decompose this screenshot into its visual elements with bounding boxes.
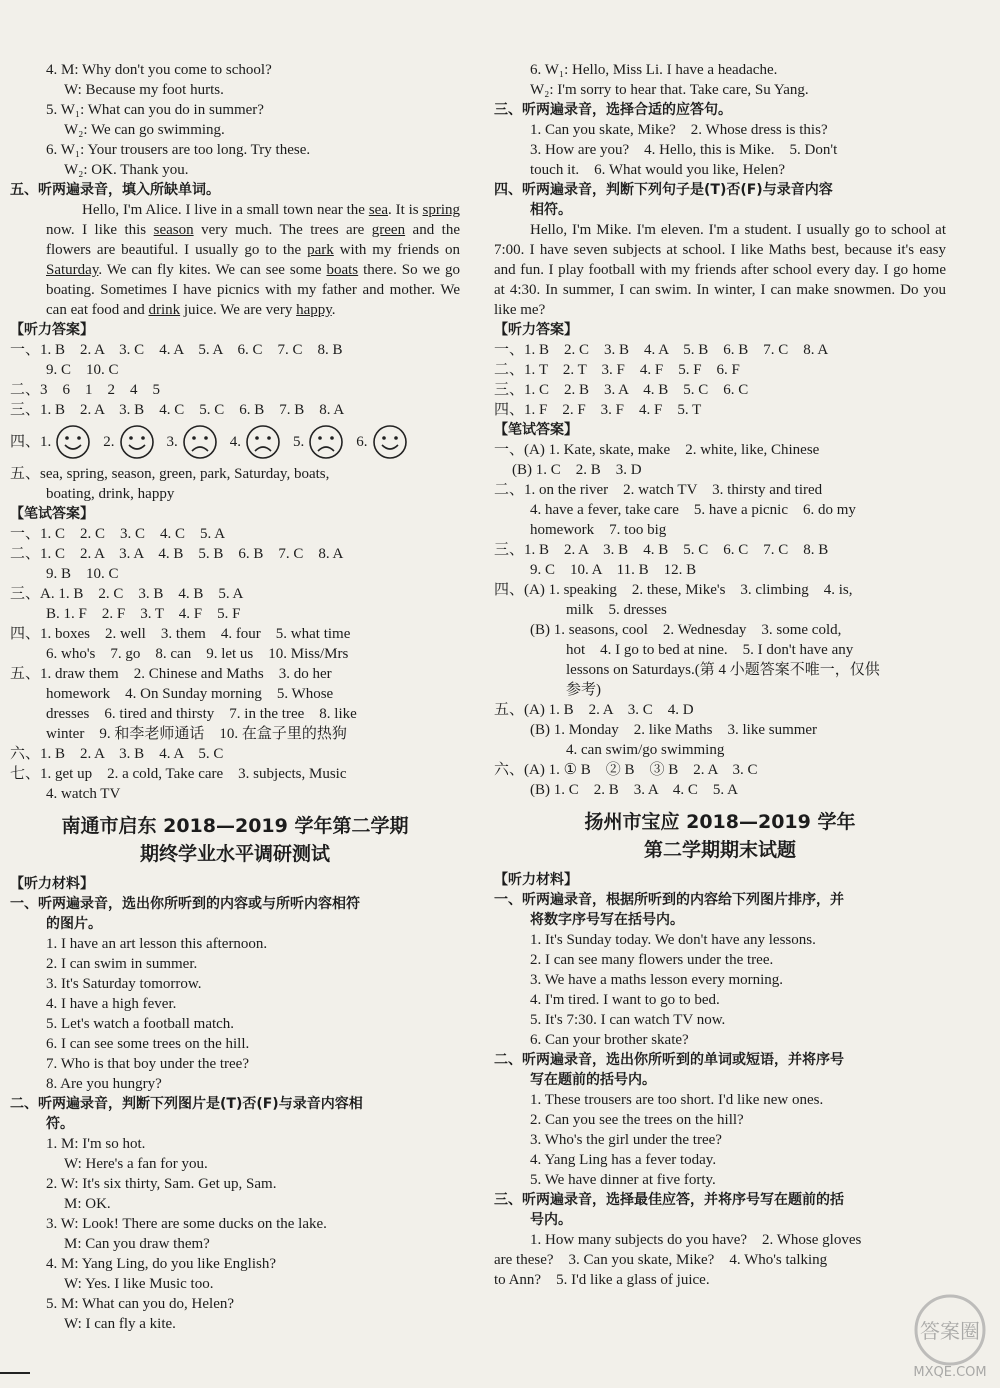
section-title-qidong bbox=[10, 812, 460, 868]
answer-line: 4. watch TV bbox=[46, 786, 121, 802]
material-line: 3. It's Saturday tomorrow. bbox=[46, 976, 202, 992]
dialog-line: 6. W₁: Hello, Miss Li. I have a headache. bbox=[530, 62, 778, 78]
material-line: 5. We have dinner at five forty. bbox=[530, 1172, 716, 1188]
dialog-line: 4. M: Why don't you come to school? bbox=[46, 62, 272, 78]
material-line: 号内。 bbox=[530, 1212, 572, 1228]
answer-line: 一、(A) 1. Kate, skate, make 2. white, like, Chinese bbox=[494, 442, 820, 458]
answer-line: lessons on Saturdays.(第 4 小题答案不唯一，仅供 bbox=[566, 662, 880, 678]
face-answer bbox=[40, 424, 91, 460]
answer-line: 四、(A) 1. speaking 2. these, Mike's 3. climbing 4. is, bbox=[494, 582, 853, 598]
answer-line: 三、1. C 2. B 3. A 4. B 5. C 6. C bbox=[494, 382, 749, 398]
answer-line: (B) 1. Monday 2. like Maths 3. like summer bbox=[530, 722, 818, 738]
title-line: 南通市启东 2018—2019 学年第二学期 bbox=[61, 815, 409, 837]
answer-line: 三、1. B 2. A 3. B 4. C 5. C 6. B 7. B 8. A bbox=[10, 402, 345, 418]
smiley-face-icon bbox=[372, 424, 408, 460]
material-line: 1. It's Sunday today. We don't have any lessons. bbox=[530, 932, 816, 948]
answer-line: 6. who's 7. go 8. can 9. let us 10. Miss/Mrs bbox=[46, 646, 349, 662]
dialog-line: W₂: I'm sorry to hear that. Take care, Su Yang. bbox=[530, 82, 809, 98]
answer-line: 9. C 10. C bbox=[46, 362, 119, 378]
material-line: 5. M: What can you do, Helen? bbox=[46, 1296, 235, 1312]
material-line: 写在题前的括号内。 bbox=[530, 1072, 656, 1088]
answer-line: 【笔试答案】 bbox=[494, 422, 578, 438]
watermark-url: MXQE.COM bbox=[913, 1365, 987, 1380]
material-line: 2. W: It's six thirty, Sam. Get up, Sam. bbox=[46, 1176, 277, 1192]
answer-line: 【听力答案】 bbox=[494, 322, 578, 338]
face-number: 4. bbox=[229, 434, 242, 450]
face-answer bbox=[230, 424, 281, 460]
answer-line: 六、(A) 1. ① B ② B ③ B 2. A 3. C bbox=[494, 762, 758, 778]
material-line: W: I can fly a kite. bbox=[64, 1316, 176, 1332]
answer-line: 五、(A) 1. B 2. A 3. C 4. D bbox=[494, 702, 694, 718]
dialog-line: 3. How are you? 4. Hello, this is Mike. 5. Don't bbox=[530, 142, 838, 158]
face-answer-row bbox=[10, 420, 460, 464]
section-title-baoying bbox=[494, 808, 946, 864]
right-listening-material bbox=[494, 870, 946, 1290]
material-line: 将数字序号写在括号内。 bbox=[530, 912, 684, 928]
sad-face-icon bbox=[245, 424, 281, 460]
material-line: M: OK. bbox=[64, 1196, 111, 1212]
watermark-logo-icon bbox=[905, 1290, 995, 1380]
mike-passage: Hello, I'm Mike. I'm eleven. I'm a student. I usually go to school at 7:00. I have seven subjects at school. I like Maths best, because it's easy and fun. I play football with my friends after school every day. I go home at 4:30. In summer, I can swim. In winter, I can make snowmen. Do you like me? bbox=[494, 222, 946, 318]
face-answer bbox=[356, 424, 407, 460]
material-line: 4. Yang Ling has a fever today. bbox=[530, 1152, 717, 1168]
answer-line: dresses 6. tired and thirsty 7. in the tree 8. like bbox=[46, 706, 357, 722]
title-line: 第二学期期末试题 bbox=[643, 839, 796, 861]
material-line: 1. I have an art lesson this afternoon. bbox=[46, 936, 268, 952]
material-line: W: Yes. I like Music too. bbox=[64, 1276, 214, 1292]
passage-text: . bbox=[331, 302, 336, 318]
blank-answer-word: boats bbox=[326, 262, 359, 278]
answer-line: 四、1. F 2. F 3. F 4. F 5. T bbox=[494, 402, 702, 418]
right-answers bbox=[494, 320, 946, 800]
material-line: 一、听两遍录音，选出你所听到的内容或与所听内容相符 bbox=[10, 896, 360, 912]
material-line: 7. Who is that boy under the tree? bbox=[46, 1056, 249, 1072]
passage-text: . It is bbox=[387, 202, 423, 218]
answer-line: winter 9. 和李老师通话 10. 在盒子里的热狗 bbox=[46, 726, 347, 742]
dialog-line: 四、听两遍录音，判断下列句子是(T)否(F)与录音内容 bbox=[494, 182, 833, 198]
dialog-line: 5. W₁: What can you do in summer? bbox=[46, 102, 264, 118]
face-number: 2. bbox=[103, 434, 115, 450]
blank-answer-word: park bbox=[307, 242, 334, 258]
answer-line: 9. C 10. A 11. B 12. B bbox=[530, 562, 697, 578]
dialog-line: W₂: OK. Thank you. bbox=[64, 162, 189, 178]
title-line: 期终学业水平调研测试 bbox=[139, 843, 330, 865]
passage-text: . We can fly kites. We can see some bbox=[98, 262, 327, 278]
left-top-section bbox=[10, 60, 460, 200]
sad-face-icon bbox=[308, 424, 344, 460]
answer-line: 参考) bbox=[566, 682, 601, 698]
material-line: 5. It's 7:30. I can watch TV now. bbox=[530, 1012, 726, 1028]
answer-line: milk 5. dresses bbox=[566, 602, 667, 618]
answer-line: homework 4. On Sunday morning 5. Whose bbox=[46, 686, 334, 702]
material-line: 1. M: I'm so hot. bbox=[46, 1136, 146, 1152]
material-line: 【听力材料】 bbox=[494, 872, 578, 888]
sad-face-icon bbox=[182, 424, 218, 460]
answer-line: 七、1. get up 2. a cold, Take care 3. subjects, Music bbox=[10, 766, 347, 782]
answer-line: (B) 1. C 2. B 3. D bbox=[512, 462, 642, 478]
smiley-face-icon bbox=[119, 424, 155, 460]
material-line: 6. I can see some trees on the hill. bbox=[46, 1036, 250, 1052]
face-row-label: 四、 bbox=[10, 434, 41, 450]
material-line: 【听力材料】 bbox=[10, 876, 94, 892]
passage-text: juice. We are very bbox=[180, 302, 297, 318]
material-line: 3. W: Look! There are some ducks on the lake. bbox=[46, 1216, 327, 1232]
face-number: 3. bbox=[166, 434, 178, 450]
blank-answer-word: season bbox=[153, 222, 194, 238]
dialog-line: 三、听两遍录音，选择合适的应答句。 bbox=[494, 102, 732, 118]
material-line: 4. I have a high fever. bbox=[46, 996, 177, 1012]
dialog-line: 6. W₁: Your trousers are too long. Try these. bbox=[46, 142, 311, 158]
smiley-face-icon bbox=[55, 424, 91, 460]
passage-text: and the flowers are beautiful. I usually go to the bbox=[46, 222, 460, 258]
right-top-section bbox=[494, 60, 946, 220]
passage-text: with my friends on bbox=[333, 242, 460, 258]
answer-line: 【听力答案】 bbox=[10, 322, 94, 338]
answer-line: 4. can swim/go swimming bbox=[566, 742, 725, 758]
material-line: 5. Let's watch a football match. bbox=[46, 1016, 235, 1032]
material-line: M: Can you draw them? bbox=[64, 1236, 210, 1252]
material-line: to Ann? 5. I'd like a glass of juice. bbox=[494, 1272, 710, 1288]
answer-line: 一、1. B 2. C 3. B 4. A 5. B 6. B 7. C 8. A bbox=[494, 342, 829, 358]
answer-line: 二、3 6 1 2 4 5 bbox=[10, 382, 161, 398]
answer-line: B. 1. F 2. F 3. T 4. F 5. F bbox=[46, 606, 241, 622]
face-number: 5. bbox=[293, 434, 305, 450]
material-line: W: Here's a fan for you. bbox=[64, 1156, 208, 1172]
answer-line: 一、1. C 2. C 3. C 4. C 5. A bbox=[10, 526, 226, 542]
face-answer bbox=[103, 424, 154, 460]
answer-line: 二、1. T 2. T 3. F 4. F 5. F 6. F bbox=[494, 362, 740, 378]
material-line: 符。 bbox=[46, 1116, 74, 1132]
material-line: 一、听两遍录音，根据所听到的内容给下列图片排序，并 bbox=[494, 892, 844, 908]
passage-text: now. I like this bbox=[46, 222, 154, 238]
left-answers-listening bbox=[10, 320, 460, 420]
material-line: 3. We have a maths lesson every morning. bbox=[530, 972, 784, 988]
blank-answer-word: sea bbox=[368, 202, 388, 218]
page-number-rule bbox=[0, 1372, 30, 1374]
material-line: 2. I can see many flowers under the tree. bbox=[530, 952, 774, 968]
face-answer bbox=[293, 424, 344, 460]
material-line: 2. Can you see the trees on the hill? bbox=[530, 1112, 744, 1128]
answer-line: homework 7. too big bbox=[530, 522, 667, 538]
answer-line: 二、1. C 2. A 3. A 4. B 5. B 6. B 7. C 8. A bbox=[10, 546, 344, 562]
material-line: 的图片。 bbox=[46, 916, 102, 932]
material-line: 二、听两遍录音，选出你所听到的单词或短语，并将序号 bbox=[494, 1052, 844, 1068]
answer-line: 六、1. B 2. A 3. B 4. A 5. C bbox=[10, 746, 224, 762]
answer-line: 四、1. boxes 2. well 3. them 4. four 5. what time bbox=[10, 626, 351, 642]
dialog-line: 五、听两遍录音，填入所缺单词。 bbox=[10, 182, 220, 198]
material-line: 4. I'm tired. I want to go to bed. bbox=[530, 992, 720, 1008]
left-column bbox=[10, 60, 460, 1334]
answer-line: 三、A. 1. B 2. C 3. B 4. B 5. A bbox=[10, 586, 244, 602]
answer-line: 一、1. B 2. A 3. C 4. A 5. A 6. C 7. C 8. B bbox=[10, 342, 343, 358]
title-line: 扬州市宝应 2018—2019 学年 bbox=[584, 811, 856, 833]
right-column bbox=[494, 60, 946, 1290]
passage-text: Hello, I'm Alice. I live in a small town near the bbox=[82, 202, 369, 218]
material-line: 8. Are you hungry? bbox=[46, 1076, 162, 1092]
answer-line: boating, drink, happy bbox=[46, 486, 175, 502]
watermark-text: 答案圈 bbox=[920, 1319, 980, 1343]
dialog-line: W₂: We can go swimming. bbox=[64, 122, 225, 138]
dialog-line: touch it. 6. What would you like, Helen? bbox=[530, 162, 786, 178]
material-line: 三、听两遍录音，选择最佳应答，并将序号写在题前的括 bbox=[494, 1192, 844, 1208]
material-line: 3. Who's the girl under the tree? bbox=[530, 1132, 722, 1148]
answer-line: (B) 1. C 2. B 3. A 4. C 5. A bbox=[530, 782, 738, 798]
left-listening-material bbox=[10, 874, 460, 1334]
answer-line: 二、1. on the river 2. watch TV 3. thirsty and tired bbox=[494, 482, 823, 498]
material-line: 1. These trousers are too short. I'd like new ones. bbox=[530, 1092, 824, 1108]
blank-answer-word: green bbox=[371, 222, 406, 238]
dialog-line: 1. Can you skate, Mike? 2. Whose dress is this? bbox=[530, 122, 828, 138]
face-answer bbox=[167, 424, 218, 460]
blank-answer-word: happy bbox=[296, 302, 332, 318]
answer-line: 五、1. draw them 2. Chinese and Maths 3. do her bbox=[10, 666, 332, 682]
dialog-line: W: Because my foot hurts. bbox=[64, 82, 224, 98]
answer-line: 三、1. B 2. A 3. B 4. B 5. C 6. C 7. C 8. B bbox=[494, 542, 829, 558]
material-line: 二、听两遍录音，判断下列图片是(T)否(F)与录音内容相 bbox=[10, 1096, 363, 1112]
answer-line: 4. have a fever, take care 5. have a picnic 6. do my bbox=[530, 502, 856, 518]
blank-answer-word: Saturday bbox=[46, 262, 99, 278]
answer-line: 五、sea, spring, season, green, park, Saturday, boats, bbox=[10, 466, 330, 482]
face-number: 6. bbox=[356, 434, 368, 450]
left-answers-written bbox=[10, 464, 460, 804]
passage-text: very much. The trees are bbox=[193, 222, 372, 238]
answer-line: 9. B 10. C bbox=[46, 566, 119, 582]
dialog-line: 相符。 bbox=[530, 202, 572, 218]
material-line: 4. M: Yang Ling, do you like English? bbox=[46, 1256, 277, 1272]
material-line: 1. How many subjects do you have? 2. Whose gloves bbox=[530, 1232, 862, 1248]
material-line: 6. Can your brother skate? bbox=[530, 1032, 689, 1048]
alice-passage bbox=[10, 200, 460, 320]
blank-answer-word: drink bbox=[148, 302, 181, 318]
answer-line: 【笔试答案】 bbox=[10, 506, 94, 522]
answer-line: (B) 1. seasons, cool 2. Wednesday 3. some cold, bbox=[530, 622, 842, 638]
answer-line: hot 4. I go to bed at nine. 5. I don't have any bbox=[566, 642, 854, 658]
blank-answer-word: spring bbox=[422, 202, 461, 218]
material-line: are these? 3. Can you skate, Mike? 4. Who's talking bbox=[494, 1252, 828, 1268]
face-number: 1. bbox=[40, 434, 52, 450]
material-line: 2. I can swim in summer. bbox=[46, 956, 198, 972]
passage-text: there. So we go boating. Sometimes I have picnics with my father and mother. We can eat food and bbox=[46, 262, 460, 318]
